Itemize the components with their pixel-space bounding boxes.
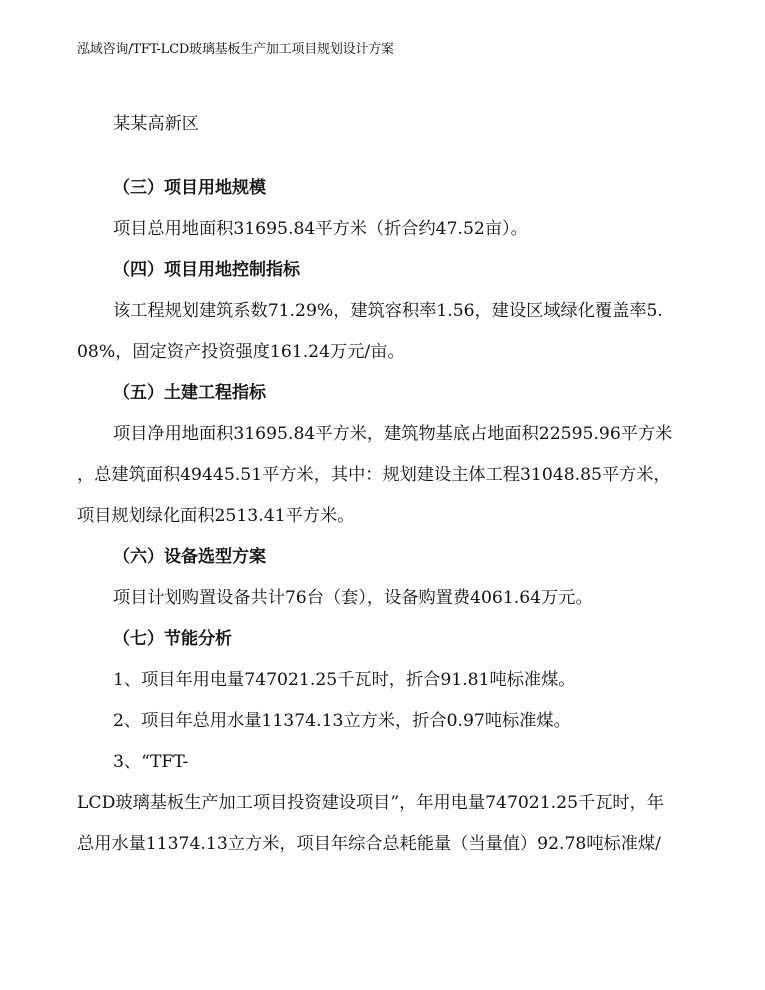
- section-4-paragraph-line-2: 08%，固定资产投资强度161.24万元/亩。: [77, 342, 405, 362]
- header-divider: [77, 62, 689, 63]
- section-5-paragraph-line-3: 项目规划绿化面积2513.41平方米。: [77, 506, 355, 526]
- section-6-heading: （六）设备选型方案: [113, 547, 266, 567]
- section-7-heading: （七）节能分析: [113, 629, 232, 649]
- section-4-heading: （四）项目用地控制指标: [113, 260, 300, 280]
- section-5-heading: （五）土建工程指标: [113, 383, 266, 403]
- section-7-item-3-line-1: 3、“TFT-: [113, 752, 189, 772]
- section-7-item-1: 1、项目年用电量747021.25千瓦时，折合91.81吨标准煤。: [113, 670, 576, 690]
- section-6-paragraph: 项目计划购置设备共计76台（套），设备购置费4061.64万元。: [113, 588, 593, 608]
- page-header-title: 泓域咨询/TFT-LCD玻璃基板生产加工项目规划设计方案: [77, 42, 394, 57]
- section-3-paragraph: 项目总用地面积31695.84平方米（折合约47.52亩）。: [113, 219, 528, 239]
- location-text: 某某高新区: [113, 114, 199, 134]
- section-5-paragraph-line-1: 项目净用地面积31695.84平方米，建筑物基底占地面积22595.96平方米: [113, 424, 673, 444]
- section-7-item-2: 2、项目年总用水量11374.13立方米，折合0.97吨标准煤。: [113, 711, 571, 731]
- section-7-item-3-line-2: LCD玻璃基板生产加工项目投资建设项目”，年用电量747021.25千瓦时，年: [77, 793, 664, 813]
- section-4-paragraph-line-1: 该工程规划建筑系数71.29%，建筑容积率1.56，建设区域绿化覆盖率5.: [113, 301, 663, 321]
- section-3-heading: （三）项目用地规模: [113, 178, 266, 198]
- section-5-paragraph-line-2: ，总建筑面积49445.51平方米，其中：规划建设主体工程31048.85平方米，: [77, 465, 671, 485]
- section-7-item-3-line-3: 总用水量11374.13立方米，项目年综合总耗能量（当量值）92.78吨标准煤/: [77, 834, 661, 854]
